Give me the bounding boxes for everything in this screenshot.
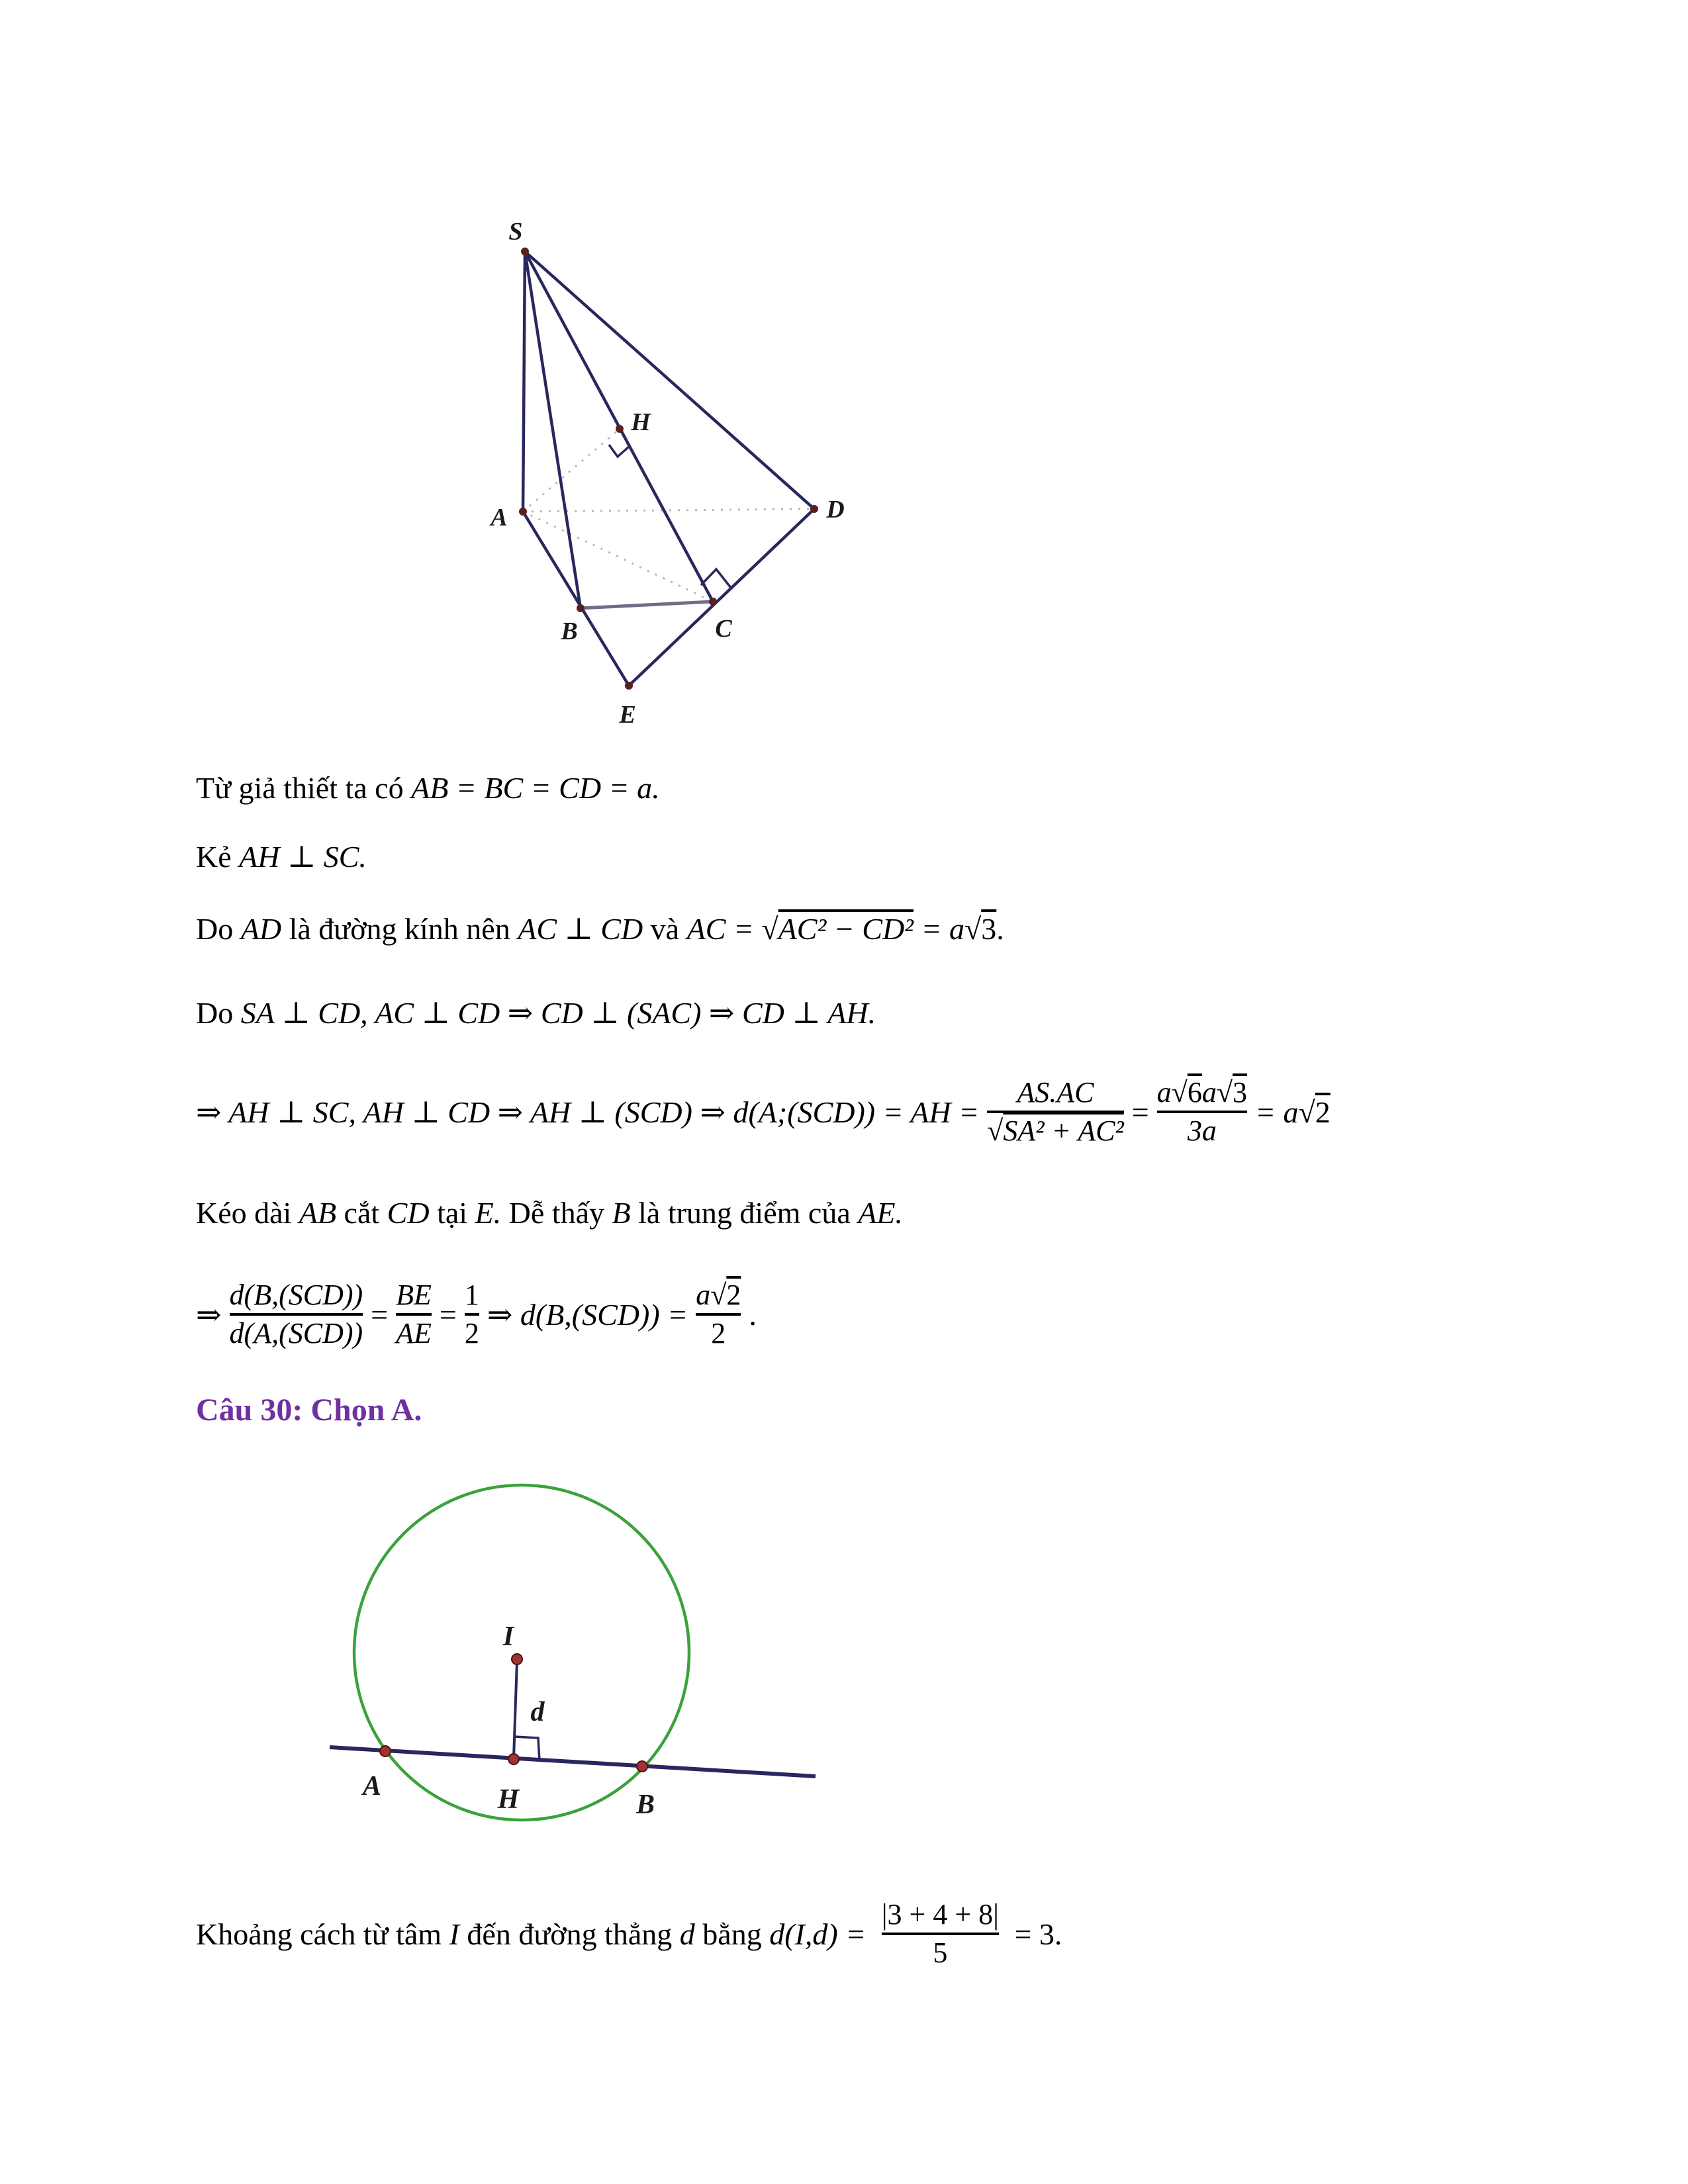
solution-line-5 <box>196 1046 1331 1178</box>
line9-text: Khoảng cách từ tâm <box>196 1917 449 1951</box>
point-label-c: C <box>715 615 732 643</box>
radical-sign: √ <box>1298 1095 1315 1129</box>
line4-text-do: Do <box>196 995 241 1030</box>
fraction-numerator: d(B,(SCD)) <box>229 1278 363 1311</box>
fraction-bar <box>396 1313 432 1316</box>
math-ab: AB <box>299 1195 337 1230</box>
line3-math-ac-eq: AC = <box>686 911 762 946</box>
fraction-numerator <box>696 1280 741 1310</box>
pyramid-figure <box>397 199 914 735</box>
fraction-a-sqrt6 <box>1157 1077 1247 1146</box>
line3-radicand: AC² − CD² <box>778 911 914 946</box>
line6-text: là trung điểm của <box>630 1195 859 1230</box>
line3-text-va: và <box>643 911 687 946</box>
solution-line-3 <box>196 886 1004 972</box>
radical-sign: √ <box>987 1115 1004 1147</box>
fraction-denominator: 3a <box>1187 1115 1217 1147</box>
fraction-one-half <box>465 1280 479 1349</box>
fraction-abs-sum <box>882 1899 999 1968</box>
line7-equals-1: = <box>371 1297 389 1332</box>
implies-arrow: ⇒ <box>487 1298 520 1332</box>
fraction-bar <box>230 1313 363 1316</box>
line3-period: . <box>996 911 1004 946</box>
solution-line-4 <box>196 991 876 1034</box>
point-dot-h <box>508 1754 519 1764</box>
fraction-numerator: 1 <box>464 1278 479 1311</box>
line1-math: AB = BC = CD = a. <box>411 770 660 805</box>
fraction-bar <box>696 1313 741 1316</box>
radicand-2: 2 <box>726 1278 741 1311</box>
math-b: B <box>612 1195 631 1230</box>
point-label-b: B <box>561 617 578 645</box>
circle-figure <box>285 1456 933 1866</box>
math-ae: AE. <box>858 1195 903 1230</box>
point-dot-d <box>810 505 818 513</box>
solution-line-7 <box>196 1255 757 1374</box>
fraction-numerator <box>1157 1077 1247 1108</box>
solution-line-9 <box>196 1888 1062 1980</box>
fraction-distance-ratio <box>230 1280 363 1349</box>
radicand-2: 2 <box>1315 1095 1331 1129</box>
fraction-ah <box>987 1077 1124 1146</box>
implies-arrow: ⇒ <box>196 1298 222 1332</box>
distance-label-d: d <box>530 1697 545 1727</box>
math-i: I <box>449 1917 459 1951</box>
point-dot-b <box>577 604 585 612</box>
line7-math: d(B,(SCD)) = <box>520 1297 688 1332</box>
line9-math: d(I,d) = <box>769 1917 874 1951</box>
line3-radicand-3: 3 <box>981 911 997 946</box>
line6-text: cắt <box>336 1195 387 1230</box>
fraction-bar <box>882 1933 999 1935</box>
fraction-denominator: AE <box>396 1317 432 1349</box>
line3-math-eq-a: = a <box>913 911 965 946</box>
radicand-3: 3 <box>1232 1075 1247 1109</box>
radical-sign: √ <box>761 911 778 946</box>
fraction-numerator: BE <box>396 1278 432 1311</box>
point-dot-s <box>521 248 529 255</box>
fraction-denominator: 5 <box>933 1936 948 1969</box>
point-dot-a <box>380 1746 391 1756</box>
answer-label: Câu 30: Chọn A. <box>196 1392 422 1428</box>
point-dot-b <box>637 1761 647 1772</box>
line6-text: Dễ thấy <box>501 1195 612 1230</box>
radical-sign: √ <box>1216 1075 1233 1109</box>
fraction-bar <box>987 1111 1124 1113</box>
math-a: a <box>1156 1075 1172 1109</box>
radical-sign: √ <box>964 911 982 946</box>
fraction-denominator: 2 <box>711 1317 726 1349</box>
line5-equals-1: = <box>1131 1095 1149 1129</box>
distance-segment <box>514 1661 517 1758</box>
fraction-denominator <box>987 1116 1124 1146</box>
line7-equals-2: = <box>439 1297 457 1332</box>
line9-result: = 3. <box>1006 1917 1062 1951</box>
point-label-e: E <box>619 701 636 729</box>
math-cd: CD <box>387 1195 430 1230</box>
fraction-a-sqrt2-over-2 <box>696 1280 741 1349</box>
math-e: E. <box>475 1195 502 1230</box>
point-dot-h <box>616 425 624 433</box>
point-dot-a <box>519 508 527 516</box>
solution-line-2 <box>196 835 367 878</box>
line3-math-ad: AD <box>240 911 282 946</box>
point-label-b: B <box>635 1790 655 1820</box>
point-label-h: H <box>631 408 651 436</box>
line5-lead-math: ⇒ AH ⊥ SC, AH ⊥ CD ⇒ AH ⊥ (SCD) ⇒ d(A;(SCD)) = AH = <box>196 1095 980 1129</box>
point-label-d: D <box>826 496 845 523</box>
fraction-numerator: AS.AC <box>1017 1075 1094 1109</box>
fraction-numerator: |3 + 4 + 8| <box>881 1897 999 1931</box>
math-eq-a: = a <box>1254 1095 1299 1129</box>
fraction-be-ae <box>396 1280 432 1349</box>
solution-line-1 <box>196 766 660 809</box>
fraction-bar <box>465 1313 479 1316</box>
line3-text-do: Do <box>196 911 241 946</box>
segment-bc <box>581 602 713 608</box>
point-dot-e <box>625 682 633 690</box>
point-label-a: A <box>362 1771 382 1801</box>
solution-line-6 <box>196 1191 903 1234</box>
line5-radicand: SA² + AC² <box>1003 1115 1124 1147</box>
center-label-i: I <box>502 1621 514 1652</box>
line4-math: SA ⊥ CD, AC ⊥ CD ⇒ CD ⊥ (SAC) ⇒ CD ⊥ AH. <box>240 996 876 1030</box>
line9-text: bằng <box>694 1917 770 1951</box>
point-label-s: S <box>508 218 523 246</box>
line3-text-mid: là đường kính nên <box>281 911 518 946</box>
radicand-6: 6 <box>1187 1075 1202 1109</box>
radical-sign: √ <box>1171 1075 1188 1109</box>
line5-equals-2 <box>1255 1095 1331 1130</box>
math-a: a <box>1201 1075 1217 1109</box>
line6-text: Kéo dài <box>196 1195 299 1230</box>
point-label-h: H <box>497 1784 520 1815</box>
fraction-denominator: 2 <box>464 1317 479 1349</box>
math-a: a <box>696 1278 711 1311</box>
line6-text: tại <box>429 1195 475 1230</box>
line3-math-accd: AC ⊥ CD <box>518 912 643 946</box>
line1-text: Từ giả thiết ta có <box>196 770 412 805</box>
point-dot-c <box>709 598 717 606</box>
line9-text: đến đường thẳng <box>459 1917 680 1951</box>
point-label-a: A <box>491 504 508 531</box>
answer-heading <box>196 1388 422 1431</box>
fraction-bar <box>1157 1111 1247 1113</box>
fraction-denominator: d(A,(SCD)) <box>229 1317 363 1349</box>
right-angle-mark-h <box>609 445 629 457</box>
line2-text: Kẻ <box>196 839 240 874</box>
center-dot-i <box>512 1654 522 1664</box>
math-d: d <box>679 1917 695 1951</box>
line7-period: . <box>749 1297 757 1332</box>
line2-math: AH ⊥ SC. <box>239 840 367 874</box>
radical-sign: √ <box>710 1278 727 1311</box>
